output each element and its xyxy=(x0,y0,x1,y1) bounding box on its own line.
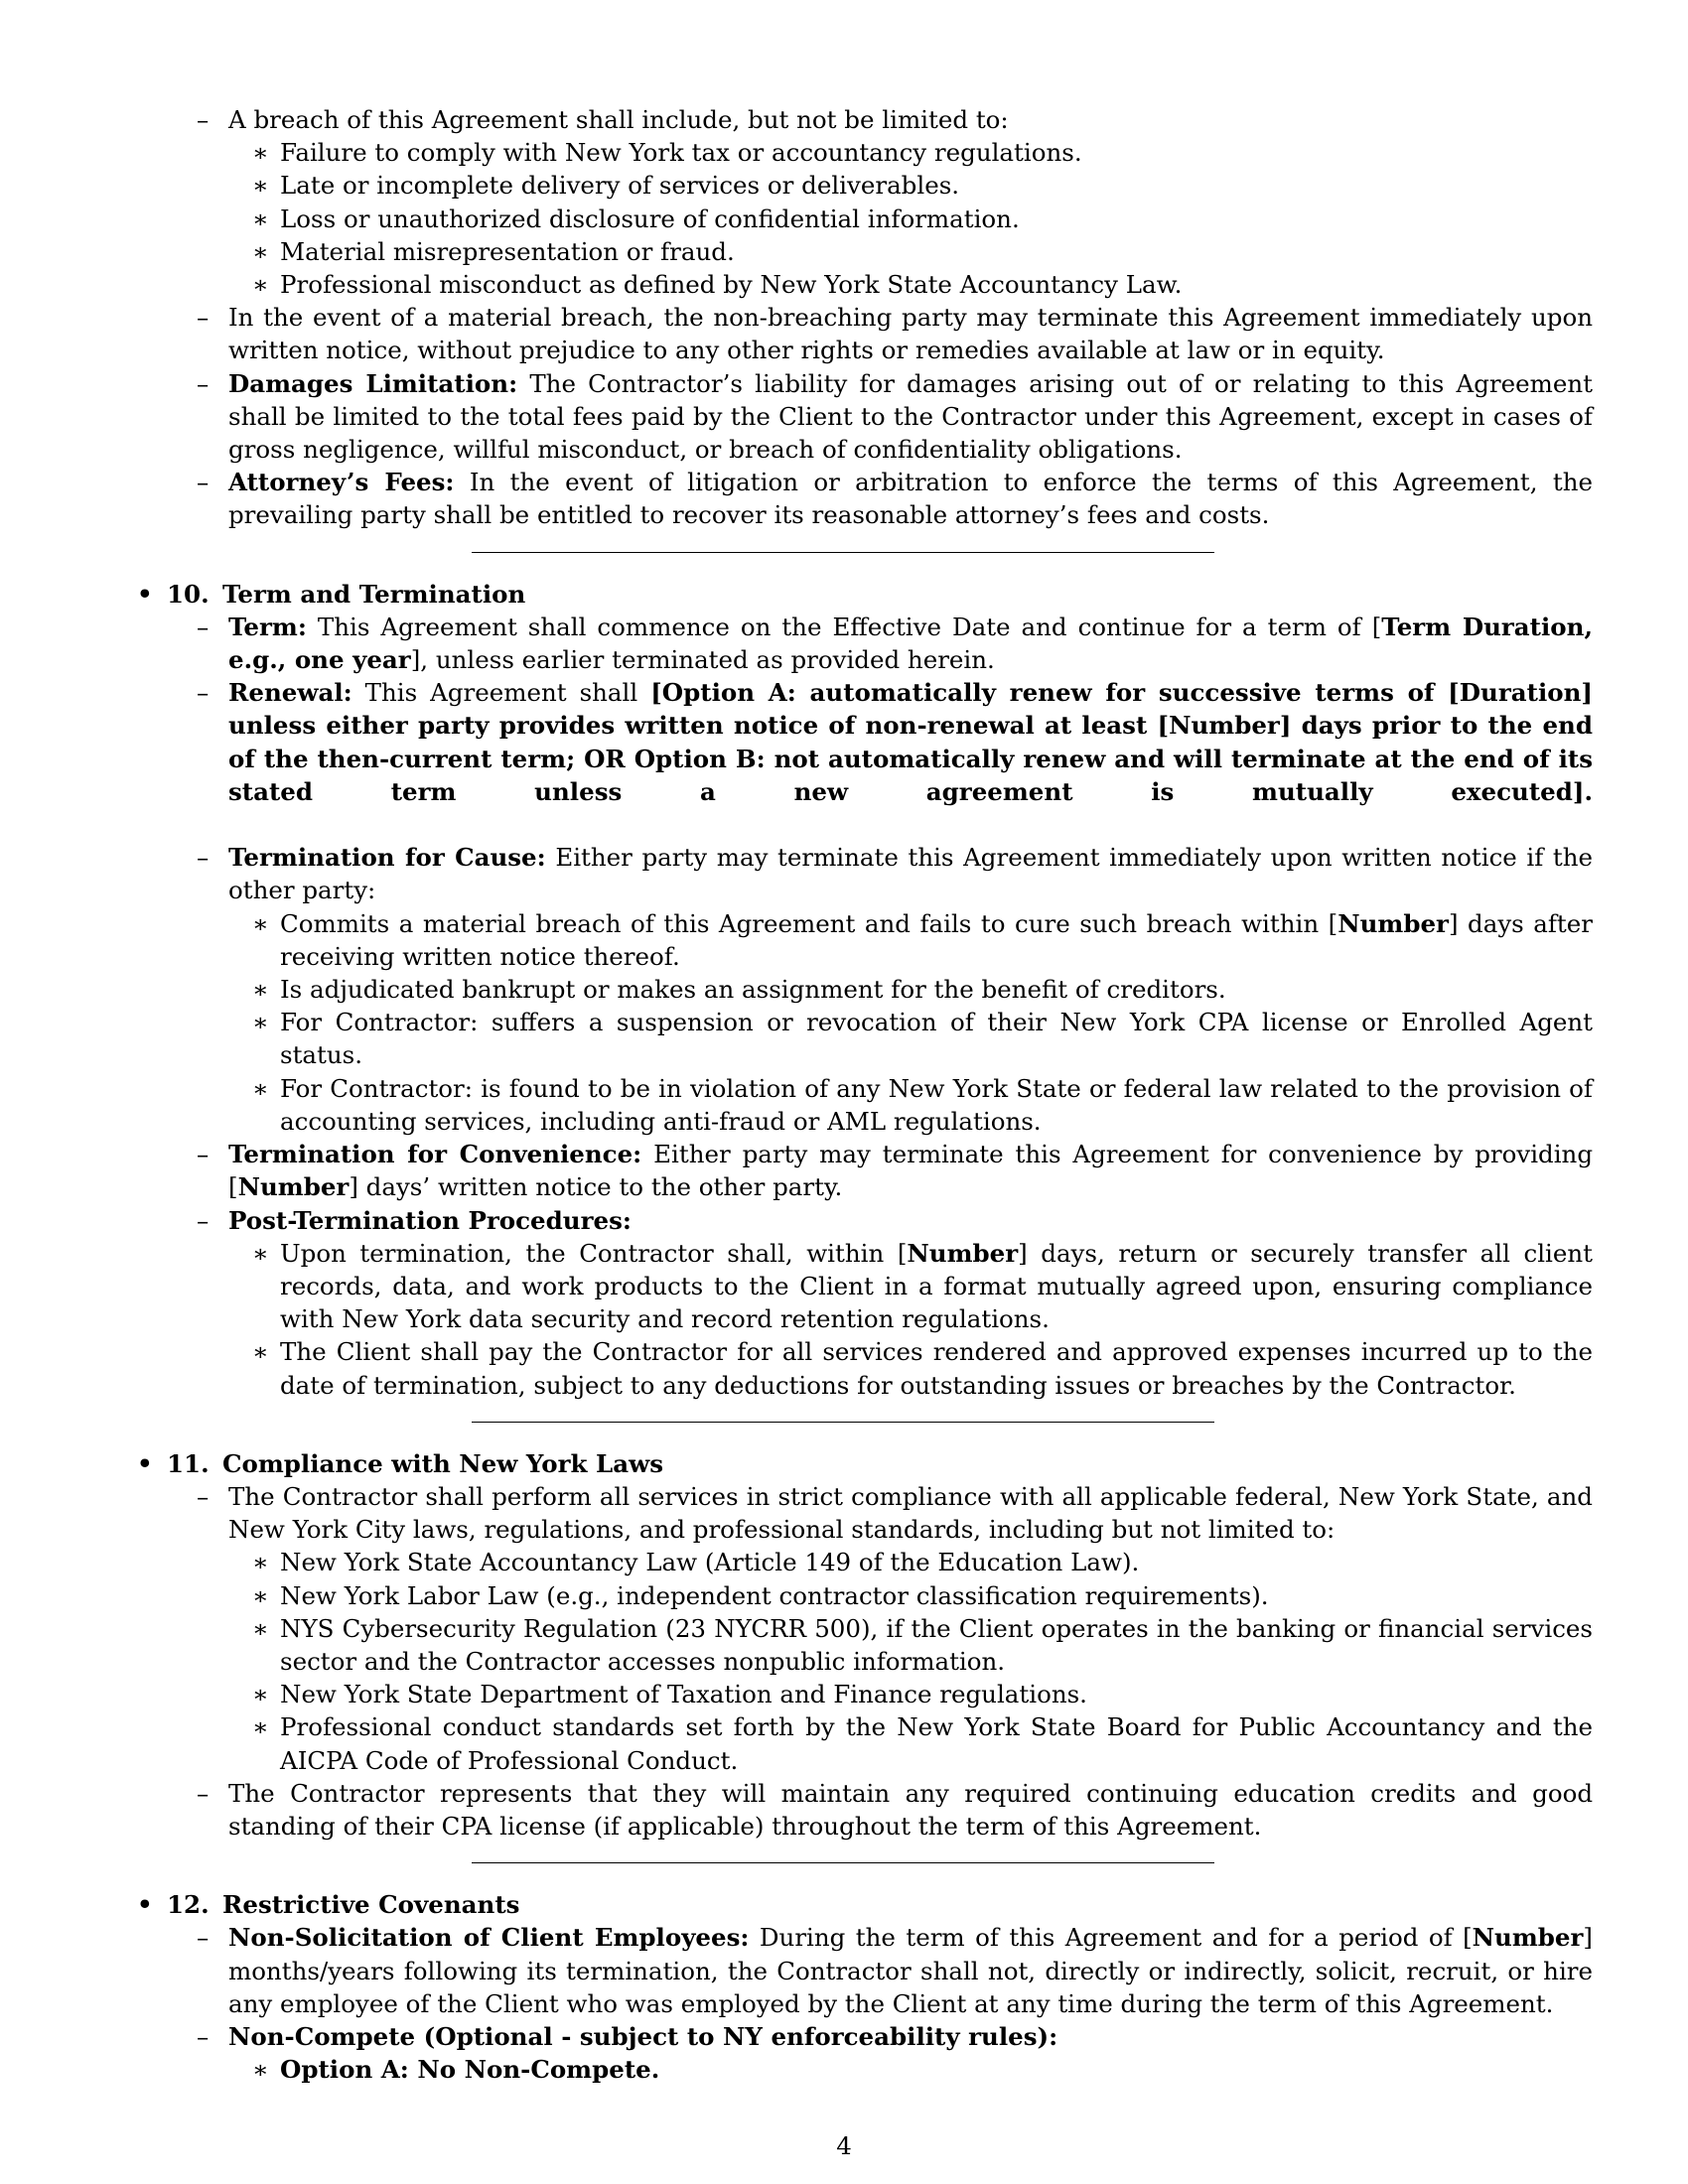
star-bullet: ∗ xyxy=(252,1008,269,1037)
dot-bullet: • xyxy=(137,579,153,609)
material-breach-clause: – In the event of a material breach, the non-breaching party may terminate this Agreement immediately upon written notice, without prejudice to any other rights or remedies available at law or in equity. xyxy=(197,303,1593,365)
non-solicitation-clause: – Non-Solicitation of Client Employees: During the term of this Agreement and for a period of [Number] months/years following its termination, the Contractor shall not, directly or indirectly, solicit, recruit, or hire any employee of the Client who was employed by the Client at any time during the term of this Agreement. xyxy=(197,1923,1593,2018)
star-bullet: ∗ xyxy=(252,908,269,938)
dot-bullet: • xyxy=(137,1448,153,1478)
star-bullet: ∗ xyxy=(252,204,269,233)
list-item: ∗ New York State Department of Taxation and Finance regulations. xyxy=(280,1678,1593,1710)
dash-bullet: – xyxy=(197,1778,210,1808)
list-item: ∗ Upon termination, the Contractor shall, within [Number] days, return or securely transfer all client records, data, and work products to the Client in a format mutually agreed upon, ensuring compliance with New York data security and record retention regulations. xyxy=(252,1238,1593,1334)
dash-bullet: – xyxy=(197,843,210,873)
dash-bullet: – xyxy=(197,1140,210,1169)
star-bullet: ∗ xyxy=(252,1337,269,1367)
star-bullet: ∗ xyxy=(252,1712,269,1742)
clause-label: Renewal: xyxy=(228,678,352,708)
dash-bullet: – xyxy=(197,1923,210,1953)
list-item: ∗ NYS Cybersecurity Regulation (23 NYCRR 500), if the Client operates in the banking or financial services sector and the Contractor accesses nonpublic information. xyxy=(252,1613,1593,1676)
list-item: ∗ Late or incomplete delivery of services or deliverables. xyxy=(280,169,1593,202)
list-item: ∗ Material misrepresentation or fraud. xyxy=(280,235,1593,268)
list-item: ∗ Professional misconduct as defined by New York State Accountancy Law. xyxy=(280,268,1593,301)
attorneys-fees-clause: – Attorney’s Fees: In the event of litigation or arbitration to enforce the terms of this Agreement, the prevailing party shall be entitled to recover its reasonable attorney’s fees and costs. xyxy=(197,468,1593,530)
list-item: ∗ Professional conduct standards set forth by the New York State Board for Public Accountancy and the AICPA Code of Professional Conduct. xyxy=(252,1712,1593,1775)
non-compete-clause xyxy=(197,2020,1593,2053)
list-item: ∗ New York State Accountancy Law (Article 149 of the Education Law). xyxy=(280,1546,1593,1578)
list-item: ∗ Failure to comply with New York tax or accountancy regulations. xyxy=(280,136,1593,169)
star-bullet: ∗ xyxy=(252,975,269,1005)
list-item: ∗ Option A: No Non-Compete. xyxy=(280,2053,1593,2086)
clause-label: Non-Compete (Optional - subject to NY enforceability rules): xyxy=(228,2021,1058,2051)
list-item: ∗ New York Labor Law (e.g., independent contractor classification requirements). xyxy=(280,1579,1593,1612)
clause-label: Termination for Convenience: xyxy=(228,1140,642,1169)
section-heading-11: • 11. Compliance with New York Laws xyxy=(167,1447,1593,1480)
dash-bullet: – xyxy=(197,468,210,497)
star-bullet: ∗ xyxy=(252,171,269,201)
clause-label: Attorney’s Fees: xyxy=(228,468,455,497)
list-item: ∗ The Client shall pay the Contractor for all services rendered and approved expenses incurred up to the date of termination, subject to any deductions for outstanding issues or breaches by the Contractor. xyxy=(252,1337,1593,1400)
section-heading-10: • 10. Term and Termination xyxy=(167,578,1593,611)
dash-bullet: – xyxy=(197,2021,210,2051)
termination-for-cause-clause: – Termination for Cause: Either party may terminate this Agreement immediately upon written notice if the other party: xyxy=(197,843,1594,905)
dot-bullet: • xyxy=(137,1890,153,1920)
clause-label: Term: xyxy=(228,612,307,641)
termination-for-convenience-clause: – Termination for Convenience: Either party may terminate this Agreement for convenience by providing [Number] days’ written notice to the other party. xyxy=(197,1140,1594,1202)
dash-bullet: – xyxy=(197,303,210,333)
representation-clause: – The Contractor represents that they will maintain any required continuing education credits and good standing of their CPA license (if applicable) throughout the term of this Agreement. xyxy=(197,1778,1593,1841)
compliance-intro: – The Contractor shall perform all services in strict compliance with all applicable federal, New York State, and New York City laws, regulations, and professional standards, including but not limited to: xyxy=(197,1481,1593,1545)
post-termination-clause xyxy=(197,1204,1593,1237)
renewal-clause: – Renewal: This Agreement shall [Option A: automatically renew for successive terms of [Duration] unless either party provides written notice of non-renewal at least [Number] days prior to the end of the then-current term; OR Option B: not automatically renew and will terminate at the end of its stated term unless a new agreement is mutually executed]. xyxy=(197,678,1593,806)
list-item: ∗ For Contractor: suffers a suspension or revocation of their New York CPA license or Enrolled Agent status. xyxy=(252,1008,1593,1070)
star-bullet: ∗ xyxy=(252,1680,269,1709)
dash-bullet: – xyxy=(197,105,210,134)
breach-intro: – A breach of this Agreement shall include, but not be limited to: xyxy=(228,103,1593,136)
clause-label: Post-Termination Procedures: xyxy=(228,1205,632,1235)
clause-label: Damages Limitation: xyxy=(228,368,518,398)
star-bullet: ∗ xyxy=(252,1613,269,1643)
star-bullet: ∗ xyxy=(252,1073,269,1103)
list-item: ∗ For Contractor: is found to be in violation of any New York State or federal law related to the provision of accounting services, including anti-fraud or AML regulations. xyxy=(252,1073,1593,1136)
star-bullet: ∗ xyxy=(252,1580,269,1610)
dash-bullet: – xyxy=(197,678,210,708)
term-clause: – Term: This Agreement shall commence on the Effective Date and continue for a term of [Term Duration, e.g., one year], unless earlier terminated as provided herein. xyxy=(197,612,1593,675)
dash-bullet: – xyxy=(197,1481,210,1511)
star-bullet: ∗ xyxy=(252,1548,269,1577)
dash-bullet: – xyxy=(197,612,210,641)
page-number: 4 xyxy=(836,2131,852,2160)
star-bullet: ∗ xyxy=(252,236,269,266)
clause-label: Termination for Cause: xyxy=(228,843,546,873)
star-bullet: ∗ xyxy=(252,270,269,300)
dash-bullet: – xyxy=(197,1205,210,1235)
list-item: ∗ Commits a material breach of this Agreement and fails to cure such breach within [Number] days after receiving written notice thereof. xyxy=(252,908,1593,971)
dash-bullet: – xyxy=(197,368,210,398)
star-bullet: ∗ xyxy=(252,1238,269,1268)
list-item: ∗ Loss or unauthorized disclosure of confidential information. xyxy=(280,203,1593,235)
star-bullet: ∗ xyxy=(252,138,269,168)
star-bullet: ∗ xyxy=(252,2055,269,2085)
list-item: ∗ Is adjudicated bankrupt or makes an assignment for the benefit of creditors. xyxy=(280,973,1593,1006)
damages-limitation-clause: – Damages Limitation: The Contractor’s liability for damages arising out of or relating to this Agreement shall be limited to the total fees paid by the Client to the Contractor under this Agreement, except in cases of gross negligence, willful misconduct, or breach of confidentiality obligations. xyxy=(197,368,1593,465)
document-page xyxy=(0,103,1688,2086)
section-heading-12: • 12. Restrictive Covenants xyxy=(167,1888,1593,1921)
clause-label: Non-Solicitation of Client Employees: xyxy=(228,1923,750,1953)
